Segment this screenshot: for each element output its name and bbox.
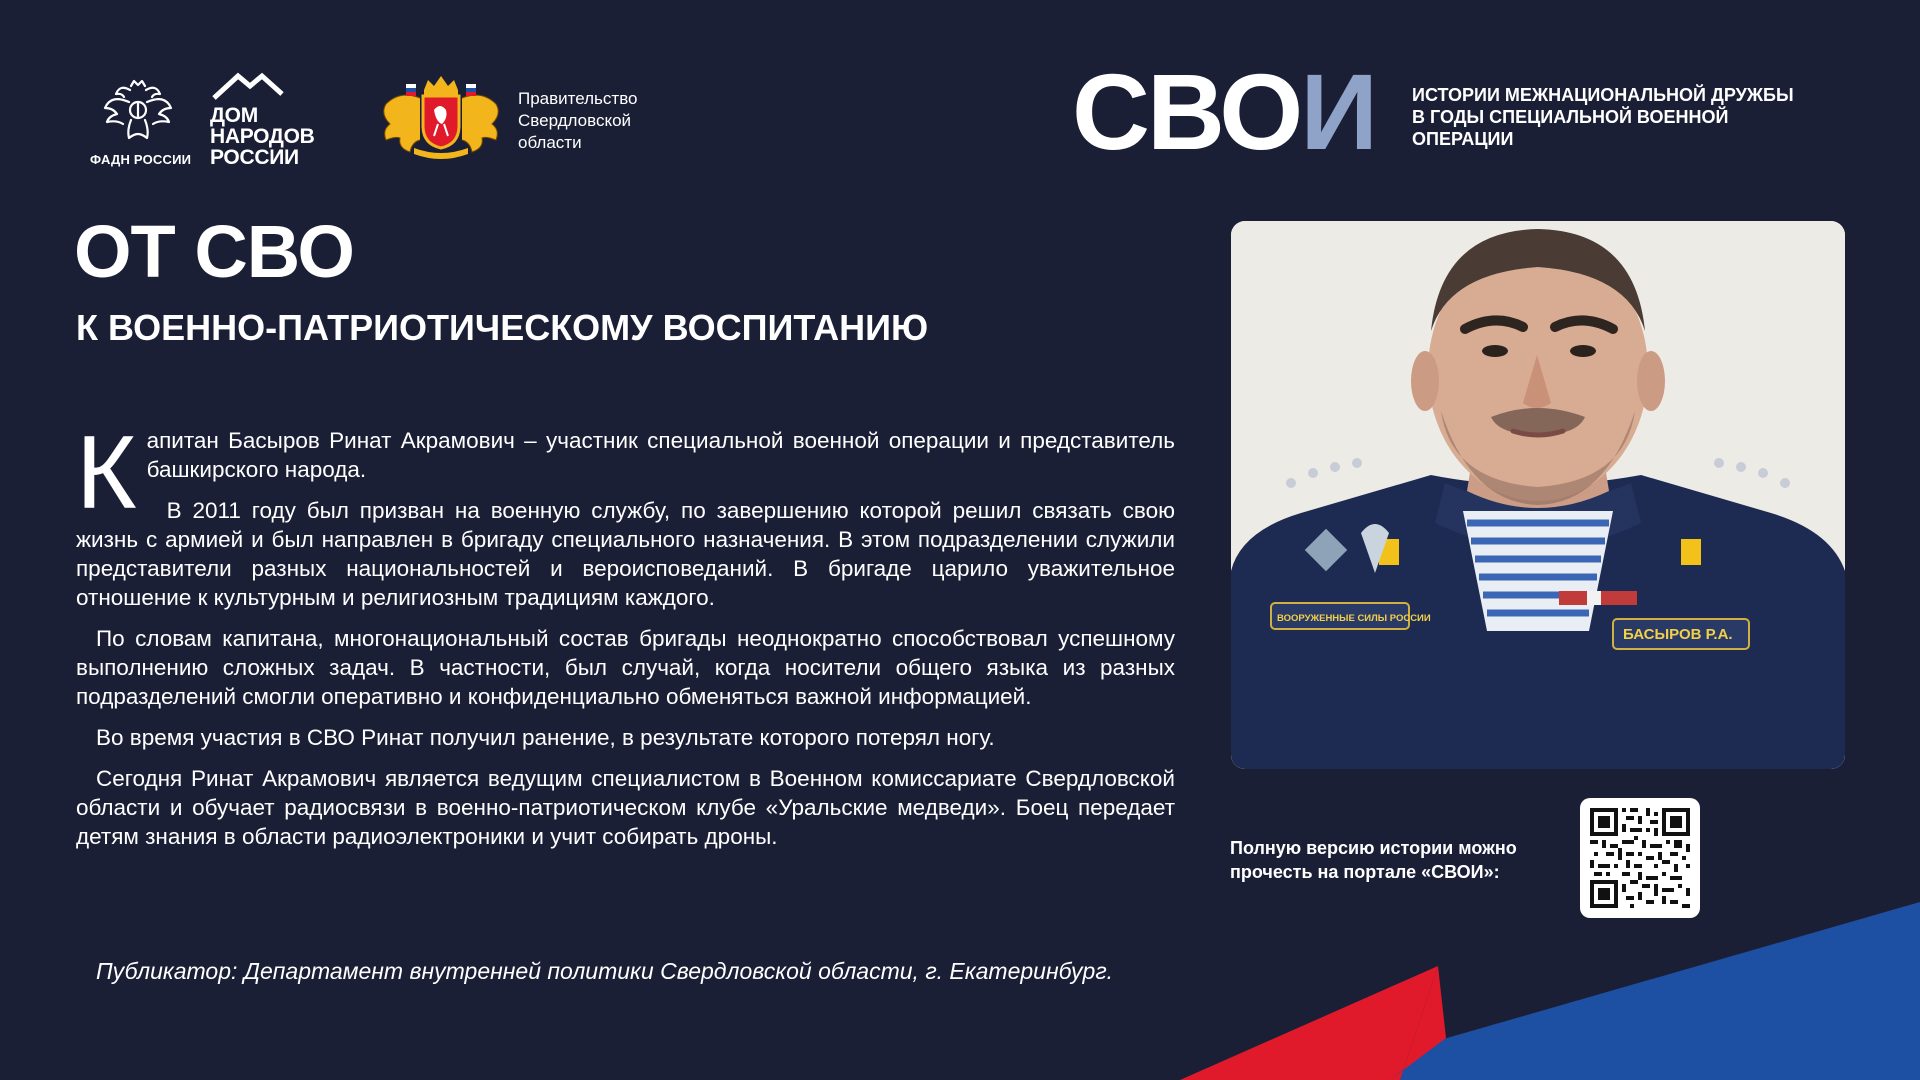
patch-right-text: БАСЫРОВ Р.А. <box>1623 626 1733 643</box>
sverdlovsk-crest-icon <box>376 74 506 160</box>
qr-caption-line-2: прочесть на портале «СВОИ»: <box>1230 862 1500 882</box>
tagline-line-2: В ГОДЫ СПЕЦИАЛЬНОЙ ВОЕННОЙ <box>1412 107 1729 127</box>
dom-line-3: РОССИИ <box>210 146 299 169</box>
article-lead-text: апитан Басыров Ринат Акрамович – участник специальной военной операции и представитель башкирского народа. <box>146 428 1175 482</box>
gov-line-3: области <box>518 133 582 152</box>
qr-caption <box>1230 836 1517 884</box>
roof-icon <box>210 72 286 100</box>
drop-cap: К <box>76 415 137 531</box>
dom-narodov-logo <box>210 72 350 168</box>
article-paragraph: По словам капитана, многонациональный состав бригады неоднократно способствовал успешному выполнению сложных задач. В частности, был случай, когда носители общего языка из разных подразделений смогли оперативно и конфиденциально обменяться важной информацией. <box>76 626 1175 709</box>
fadn-logo <box>90 78 192 167</box>
qr-code[interactable] <box>1580 798 1700 918</box>
svoi-tagline <box>1412 84 1794 150</box>
article-paragraph <box>76 415 1175 531</box>
blue-stripe <box>1390 902 1920 1080</box>
red-stripe-overlap <box>1390 966 1446 1080</box>
fadn-caption: ФАДН РОССИИ <box>90 152 192 167</box>
publisher-note: Публикатор: Департамент внутренней политики Свердловской области, г. Екатеринбург. <box>96 958 1114 984</box>
red-stripe <box>1180 966 1438 1080</box>
article-paragraph: Во время участия в СВО Ринат получил ранение, в результате которого потерял ногу. <box>96 725 995 750</box>
svoi-brand-logo <box>1072 51 1375 172</box>
article-body <box>76 415 1175 863</box>
article-paragraph: В 2011 году был призван на военную службу, по завершению которой решил связать свою жизнь с армией и был направлен в бригаду специального назначения. В этом подразделении служили представители разных национальностей и вероисповеданий. В бригаде царило уважительное отношение к культурным и религиозным традициям каждого. <box>76 498 1175 610</box>
tagline-line-1: ИСТОРИИ МЕЖНАЦИОНАЛЬНОЙ ДРУЖБЫ <box>1412 85 1794 105</box>
dom-line-2: НАРОДОВ <box>210 125 315 148</box>
gov-line-1: Правительство <box>518 89 638 108</box>
tagline-line-3: ОПЕРАЦИИ <box>1412 129 1514 149</box>
svoi-brand-main: СВО <box>1072 51 1301 172</box>
soldier-portrait-illustration <box>1231 221 1845 769</box>
gov-line-2: Свердловской <box>518 111 632 130</box>
qr-caption-line-1: Полную версию истории можно <box>1230 838 1517 858</box>
patch-left-text: ВООРУЖЕННЫЕ СИЛЫ РОССИИ <box>1277 613 1431 624</box>
page-title: ОТ СВО <box>74 210 354 293</box>
article-paragraph: Сегодня Ринат Акрамович является ведущим специалистом в Военном комиссариате Свердловской области и обучает радиосвязи в военно-патриотическом клубе «Уральские медведи». Боец передает детям знания в области радиоэлектроники и учит собирать дроны. <box>76 766 1175 849</box>
qr-code-pattern <box>1590 808 1690 908</box>
svoi-brand-accent: И <box>1300 51 1375 172</box>
page-subtitle: К ВОЕННО-ПАТРИОТИЧЕСКОМУ ВОСПИТАНИЮ <box>76 307 929 348</box>
double-headed-eagle-icon <box>101 78 175 148</box>
dom-line-1: ДОМ <box>210 104 258 127</box>
portrait-photo <box>1231 221 1845 769</box>
